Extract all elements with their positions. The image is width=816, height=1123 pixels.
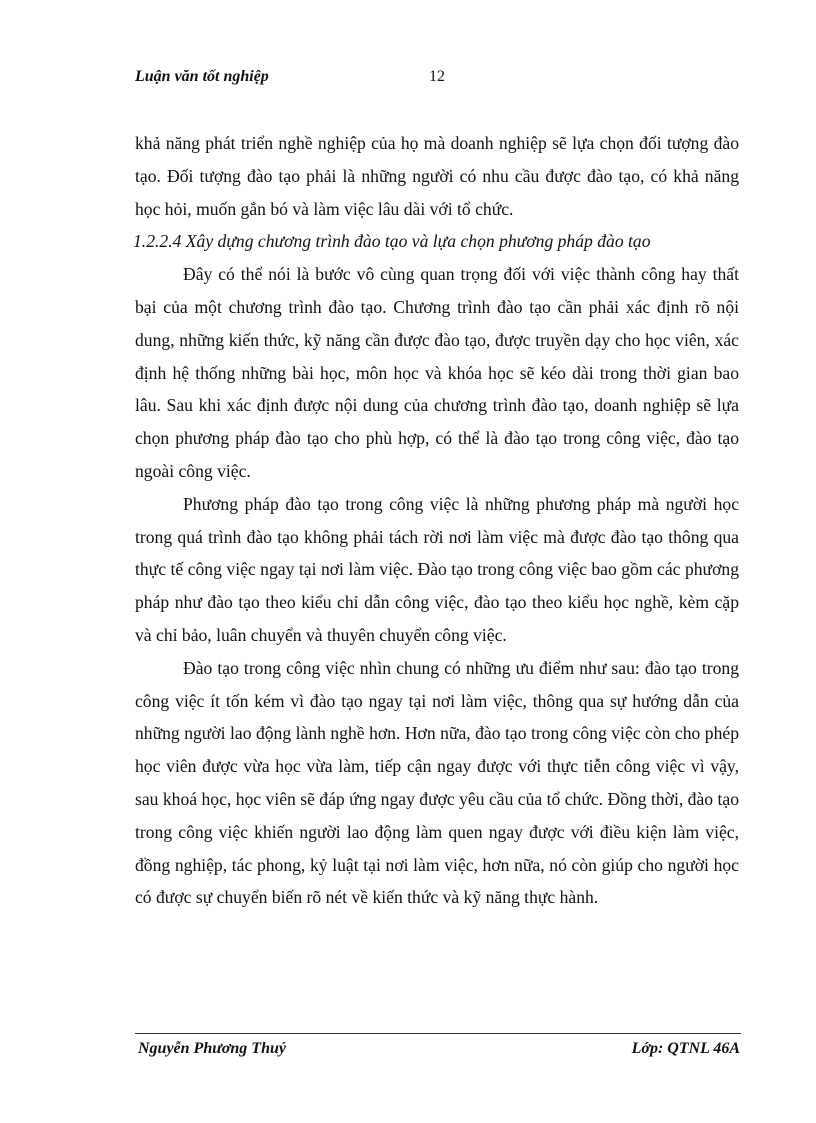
document-body [135,127,739,914]
page-header [135,68,741,92]
body-paragraph: Đây có thể nói là bước vô cùng quan trọng đối với việc thành công hay thất bại của một chương trình đào tạo. Chương trình đào tạo cần phải xác định rõ nội dung, những kiến thức, kỹ năng cần được đào tạo, được truyền dạy cho học viên, xác định hệ thống những bài học, môn học và khóa học sẽ kéo dài trong thời gian bao lâu. Sau khi xác định được nội dung của chương trình đào tạo, doanh nghiệp sẽ lựa chọn phương pháp đào tạo cho phù hợp, có thể là đào tạo trong công việc, đào tạo ngoài công việc. [135,264,739,481]
header-title: Luận văn tốt nghiệp [135,68,269,85]
footer-class: Lớp: QTNL 46A [631,1040,740,1057]
body-paragraph: khả năng phát triển nghề nghiệp của họ mà doanh nghiệp sẽ lựa chọn đối tượng đào tạo. Đối tượng đào tạo phải là những người có nhu cầu được đào tạo, có khả năng học hỏi, muốn gắn bó và làm việc lâu dài với tổ chức. [135,133,739,219]
page-number: 12 [429,68,445,85]
body-paragraph: Phương pháp đào tạo trong công việc là những phương pháp mà người học trong quá trình đào tạo không phải tách rời nơi làm việc mà được đào tạo thông qua thực tế công việc ngay tại nơi làm việc. Đào tạo trong công việc bao gồm các phương pháp như đào tạo theo kiểu chỉ dẫn công việc, đào tạo theo kiểu học nghề, kèm cặp và chỉ bảo, luân chuyển và thuyên chuyển công việc. [135,493,739,645]
footer-divider [135,1033,741,1034]
footer-author: Nguyễn Phương Thuý [138,1040,286,1057]
section-heading: 1.2.2.4 Xây dựng chương trình đào tạo và lựa chọn phương pháp đào tạo [133,231,651,252]
body-paragraph: Đào tạo trong công việc nhìn chung có những ưu điểm như sau: đào tạo trong công việc ít tốn kém vì đào tạo ngay tại nơi làm việc, thông qua sự hướng dẫn của những người lao động lành nghề hơn. Hơn nữa, đào tạo trong công việc còn cho phép học viên được vừa học vừa làm, tiếp cận ngay được với thực tiễn công việc vì vậy, sau khoá học, học viên sẽ đáp ứng ngay được yêu cầu của tổ chức. Đồng thời, đào tạo trong công việc khiến người lao động làm quen ngay được với điều kiện làm việc, đồng nghiệp, tác phong, kỷ luật tại nơi làm việc, hơn nữa, nó còn giúp cho người học có được sự chuyển biến rõ nét về kiến thức và kỹ năng thực hành. [135,657,739,908]
